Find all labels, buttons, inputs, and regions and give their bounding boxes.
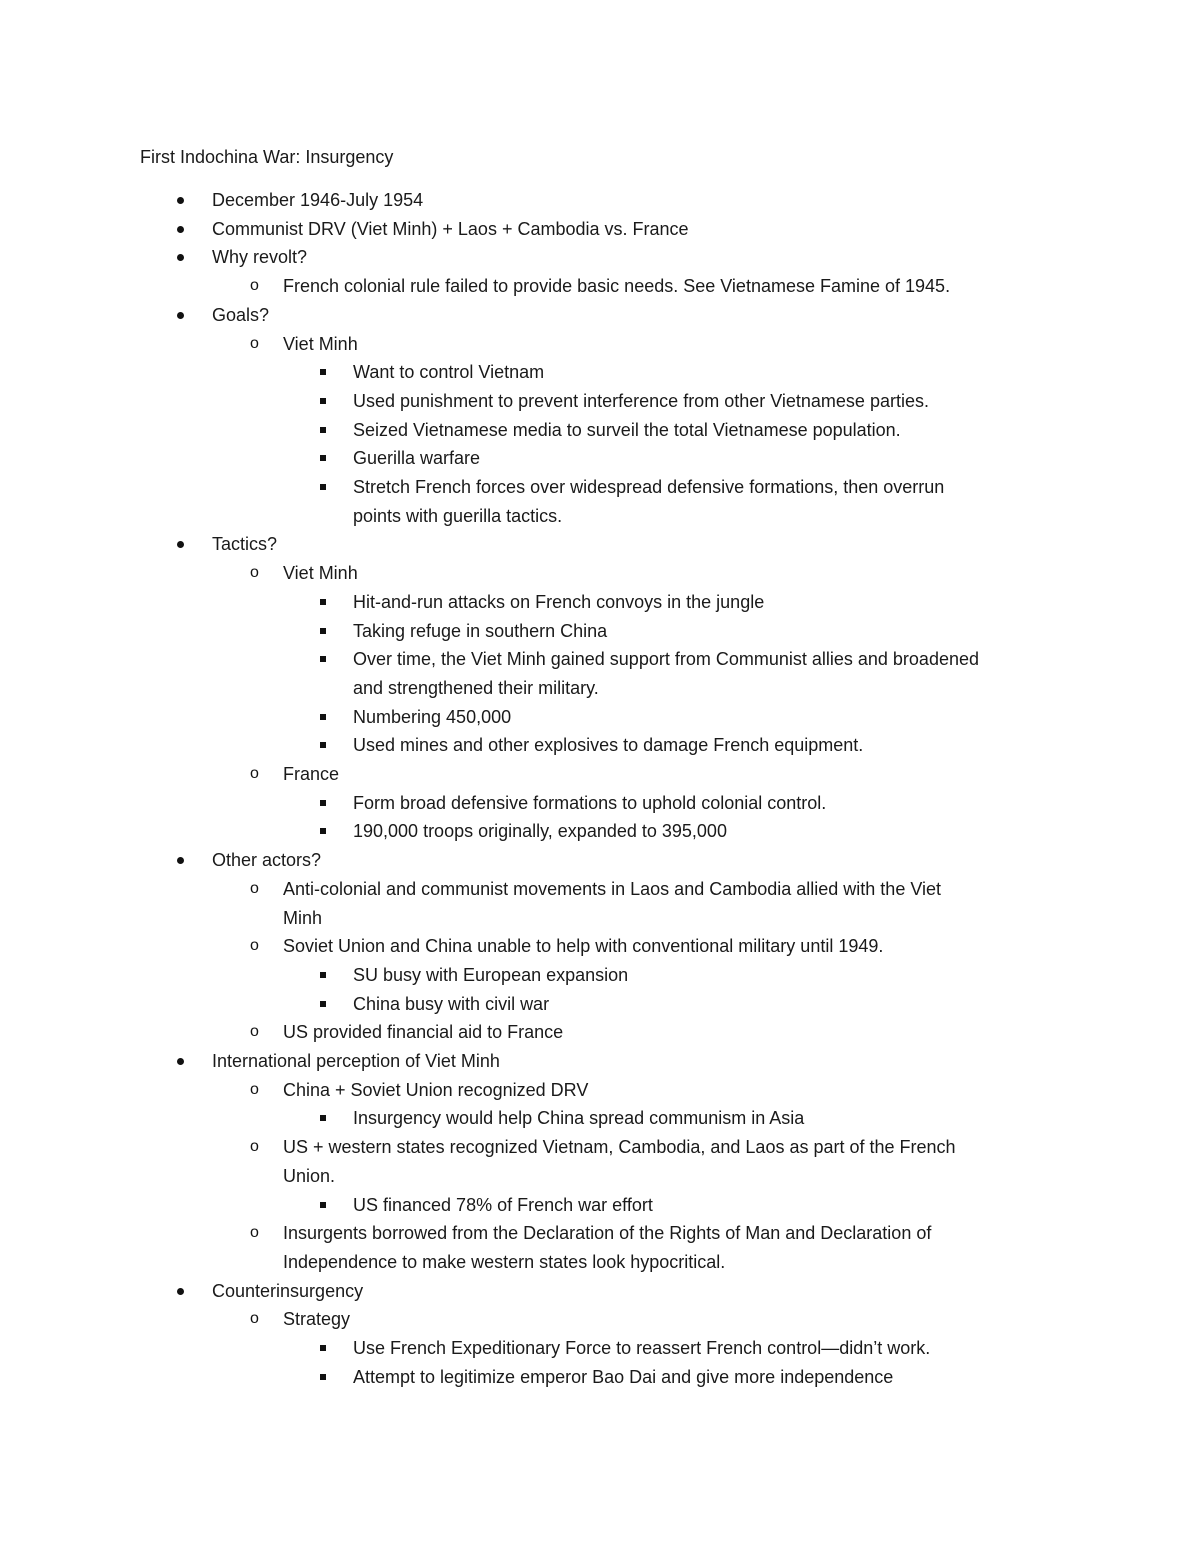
outline-item-text: China + Soviet Union recognized DRV	[283, 1079, 589, 1100]
outline-item-level-1	[212, 215, 689, 243]
outline-item-text: Minh	[283, 907, 323, 928]
outline-item-level-3	[353, 1363, 893, 1391]
bullet-square-icon	[320, 714, 326, 720]
outline-item-text: Tactics?	[212, 534, 278, 555]
outline-item-text: Counterinsurgency	[212, 1280, 364, 1301]
bullet-square-icon	[320, 398, 326, 404]
outline-item-level-3	[353, 588, 764, 616]
outline-item-level-2	[283, 904, 322, 932]
outline-item-text: Other actors?	[212, 850, 322, 871]
outline-item-level-1	[212, 1047, 500, 1075]
outline-item-level-3	[353, 703, 511, 731]
outline-item-level-3	[353, 502, 562, 530]
bullet-square-icon	[320, 1345, 326, 1351]
outline-item-level-3	[353, 789, 826, 817]
outline-item-level-2	[250, 1076, 589, 1104]
outline-item-level-2	[250, 330, 358, 358]
outline-item-text: Viet Minh	[283, 563, 358, 584]
bullet-square-icon	[320, 1374, 326, 1380]
outline-item-text: Seized Vietnamese media to surveil the total Vietnamese population.	[353, 419, 901, 440]
outline-item-text: Taking refuge in southern China	[353, 620, 608, 641]
outline-item-text: Hit-and-run attacks on French convoys in the jungle	[353, 591, 765, 612]
document-title: First Indochina War: Insurgency	[140, 147, 394, 167]
outline-item-level-3	[353, 473, 944, 501]
outline-item-text: China busy with civil war	[353, 993, 550, 1014]
outline-item-text: Insurgents borrowed from the Declaration of the Rights of Man and Declaration of	[283, 1223, 932, 1244]
bullet-circle-marker: o	[250, 1224, 259, 1242]
outline-item-text: Used punishment to prevent interference from other Vietnamese parties.	[353, 390, 929, 411]
outline-item-level-3	[353, 358, 544, 386]
bullet-square-icon	[320, 369, 326, 375]
outline-item-text: Insurgency would help China spread communism in Asia	[353, 1108, 805, 1129]
outline-item-level-2	[250, 272, 951, 300]
outline-item-text: Use French Expeditionary Force to reassert French control—didn’t work.	[353, 1338, 931, 1358]
bullet-square-icon	[320, 656, 326, 662]
bullet-circle-marker: o	[250, 1080, 259, 1098]
outline-item-text: Goals?	[212, 304, 270, 325]
outline-item-level-3	[353, 387, 929, 415]
bullet-circle-marker: o	[250, 937, 259, 955]
bullet-circle-marker: o	[250, 1023, 259, 1041]
bullet-circle-marker: o	[250, 879, 259, 897]
outline-item-level-2	[250, 760, 340, 788]
outline-item-text: Why revolt?	[212, 247, 308, 268]
outline-item-level-2	[250, 559, 358, 587]
outline-item-text: US provided financial aid to France	[283, 1022, 564, 1043]
bullet-dot-icon	[177, 857, 184, 864]
outline-item-level-2	[283, 1248, 725, 1276]
bullet-square-icon	[320, 742, 326, 748]
outline-item-level-3	[353, 444, 480, 472]
outline-item-text: International perception of Viet Minh	[212, 1051, 500, 1071]
outline-item-level-3	[353, 1191, 653, 1219]
outline-item-level-3	[353, 731, 863, 759]
outline-item-text: Union.	[283, 1165, 336, 1186]
outline-item-text: and strengthened their military.	[353, 677, 599, 698]
outline-item-text: Want to control Vietnam	[353, 362, 545, 383]
outline-item-text: Independence to make western states look hypocritical.	[283, 1251, 726, 1272]
bullet-square-icon	[320, 800, 326, 806]
bullet-circle-marker: o	[250, 334, 259, 352]
bullet-circle-marker: o	[250, 1138, 259, 1156]
bullet-square-icon	[320, 599, 326, 605]
bullet-dot-icon	[177, 312, 184, 319]
outline-item-text: Communist DRV (Viet Minh) + Laos + Cambodia vs. France	[212, 218, 689, 239]
bullet-dot-icon	[177, 226, 184, 233]
outline-item-level-1	[212, 1277, 363, 1305]
outline-item-text: Attempt to legitimize emperor Bao Dai and give more independence	[353, 1366, 894, 1387]
outline-item-level-1	[212, 530, 277, 558]
bullet-square-icon	[320, 972, 326, 978]
outline-item-text: 190,000 troops originally, expanded to 395,000	[353, 821, 727, 842]
bullet-dot-icon	[177, 1058, 184, 1065]
outline-item-level-2	[250, 875, 942, 903]
outline-item-text: Stretch French forces over widespread defensive formations, then overrun	[353, 477, 945, 497]
outline-item-text: Guerilla warfare	[353, 448, 481, 469]
outline-item-text: SU busy with European expansion	[353, 964, 629, 985]
outline-item-text: Soviet Union and China unable to help with conventional military until 1949.	[283, 936, 884, 957]
outline-item-text: Viet Minh	[283, 333, 358, 354]
outline-item-level-3	[353, 674, 599, 702]
bullet-square-icon	[320, 1202, 326, 1208]
outline-item-text: Form broad defensive formations to uphold colonial control.	[353, 792, 827, 813]
outline-item-level-3	[353, 416, 901, 444]
bullet-circle-marker: o	[250, 1310, 259, 1328]
outline-item-level-2	[250, 1133, 956, 1161]
outline-item-text: points with guerilla tactics.	[353, 505, 563, 526]
outline-item-level-3	[353, 645, 979, 673]
outline-item-text: Strategy	[283, 1309, 351, 1330]
outline-item-level-3	[353, 617, 607, 645]
bullet-square-icon	[320, 1001, 326, 1007]
outline-item-level-3	[353, 1104, 804, 1132]
bullet-square-icon	[320, 828, 326, 834]
outline-item-level-2	[250, 1305, 351, 1333]
outline-item-level-2	[250, 932, 884, 960]
outline-item-text: Over time, the Viet Minh gained support from Communist allies and broadened	[353, 649, 979, 670]
bullet-square-icon	[320, 484, 326, 490]
outline-item-text: US + western states recognized Vietnam, Cambodia, and Laos as part of the French	[283, 1137, 956, 1158]
bullet-circle-marker: o	[250, 564, 259, 582]
outline-item-level-2	[250, 1018, 564, 1046]
outline-item-level-3	[353, 961, 628, 989]
outline-item-text: Used mines and other explosives to damage French equipment.	[353, 735, 864, 756]
bullet-circle-marker: o	[250, 765, 259, 782]
outline-item-text: France	[283, 764, 340, 784]
outline-item-text: Numbering 450,000	[353, 706, 512, 727]
outline-item-level-1	[212, 846, 321, 874]
outline-item-level-3	[353, 1334, 930, 1362]
outline-item-text: US financed 78% of French war effort	[353, 1194, 653, 1215]
bullet-dot-icon	[177, 254, 184, 261]
bullet-square-icon	[320, 455, 326, 461]
outline-item-level-1	[212, 186, 423, 214]
bullet-square-icon	[320, 1115, 326, 1121]
bullet-square-icon	[320, 628, 326, 634]
outline-item-level-3	[353, 817, 727, 845]
outline-item-level-3	[353, 990, 549, 1018]
bullet-square-icon	[320, 427, 326, 433]
outline-item-level-2	[250, 1219, 932, 1247]
outline-item-text: Anti-colonial and communist movements in Laos and Cambodia allied with the Viet	[283, 878, 942, 899]
outline-item-text: December 1946-July 1954	[212, 190, 424, 210]
bullet-dot-icon	[177, 197, 184, 204]
outline-item-text: French colonial rule failed to provide basic needs. See Vietnamese Famine of 1945.	[283, 276, 951, 297]
bullet-dot-icon	[177, 541, 184, 548]
bullet-circle-marker: o	[250, 277, 259, 295]
outline-item-level-2	[283, 1162, 335, 1190]
bullet-dot-icon	[177, 1288, 184, 1295]
outline-item-level-1	[212, 243, 307, 271]
outline-item-level-1	[212, 301, 269, 329]
